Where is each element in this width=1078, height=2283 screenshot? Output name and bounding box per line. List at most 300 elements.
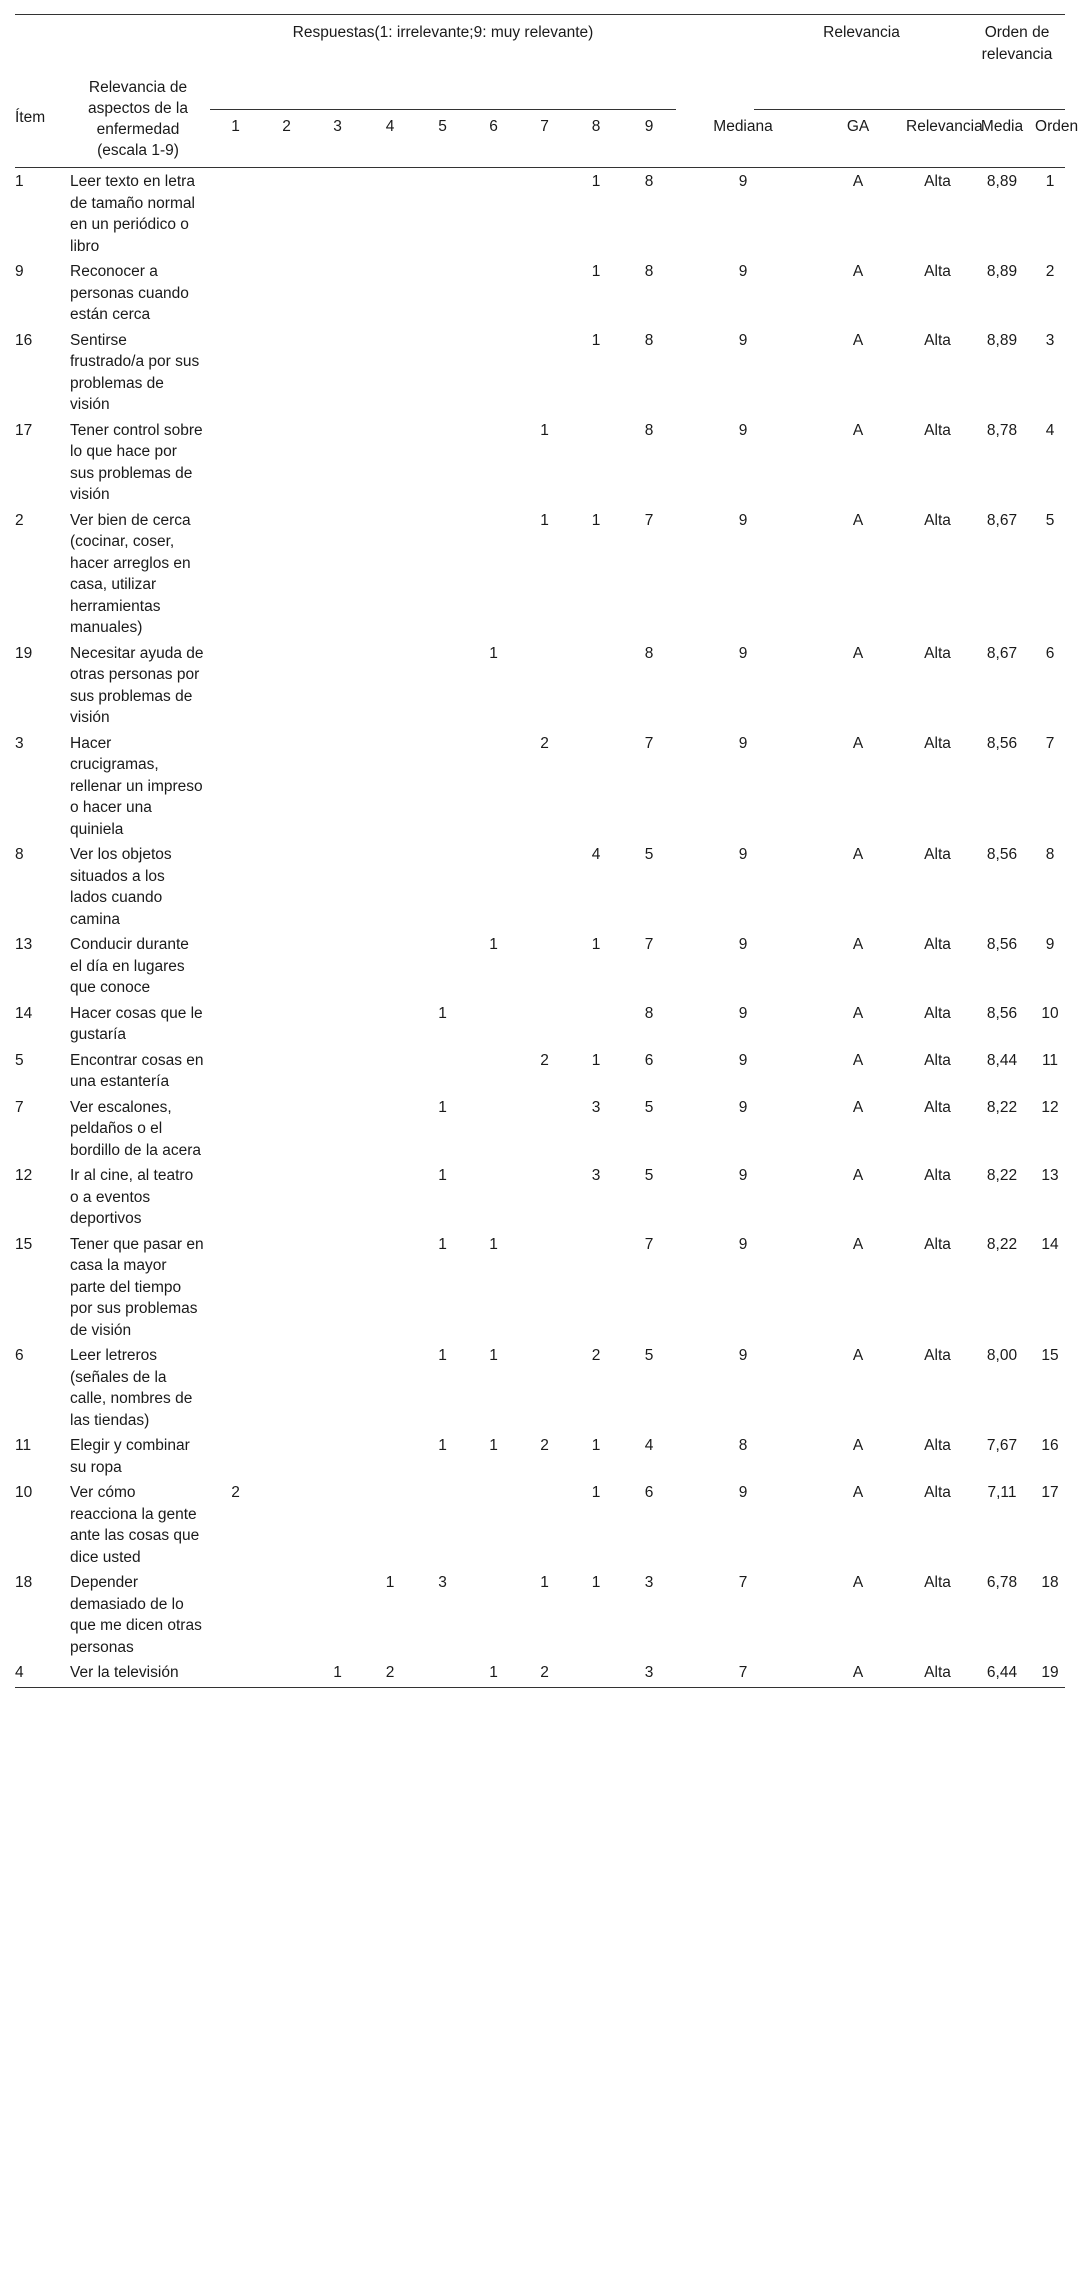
response-count-5 [417,730,468,842]
item-description: Sentirse frustrado/a por sus problemas de visión [70,331,200,413]
response-count-3 [312,1162,363,1231]
item-number: 7 [15,1098,24,1116]
response-count-2 [261,1569,312,1659]
orden-value: 1 [1045,173,1055,190]
response-count-9: 7 [644,734,654,752]
response-count-7 [519,1342,570,1432]
response-count-4 [363,730,417,842]
response-count-6: 1 [489,1235,498,1253]
response-count-6 [468,1094,519,1163]
response-count-7: 1 [540,511,549,529]
response-count-6 [468,1047,519,1094]
relevance-table [15,14,1078,1688]
media-value: 8,56 [986,936,1018,953]
response-count-9: 5 [644,1347,654,1364]
media-value: 8,56 [986,1004,1018,1022]
header-group-row [15,15,1065,110]
media-value: 7,67 [986,1437,1018,1454]
item-number: 3 [15,734,24,752]
response-count-2 [261,417,312,507]
ga-value: A [852,734,864,752]
ga-value: A [852,1235,864,1253]
response-count-8 [570,417,622,507]
scale-header-3: 3 [312,110,363,168]
response-count-5: 1 [438,1437,447,1454]
table-row [15,1047,1065,1094]
response-count-4 [363,1342,417,1432]
mediana-value: 9 [738,1098,748,1116]
response-count-9: 4 [644,1437,654,1454]
response-count-1 [210,258,261,327]
response-count-4 [363,507,417,640]
item-description: Ver escalones, peldaños o el bordillo de la acera [70,1098,201,1159]
response-count-2 [261,168,312,259]
response-count-4 [363,1162,417,1231]
response-count-3 [312,931,363,1000]
item-number: 13 [15,936,33,953]
response-count-8: 4 [591,846,601,863]
media-value: 8,22 [986,1167,1018,1184]
response-count-7 [519,1479,570,1569]
response-count-5 [417,258,468,327]
ga-value: A [852,644,864,662]
response-count-8: 3 [591,1098,601,1116]
response-count-8: 1 [591,263,601,280]
item-number: 8 [15,846,24,863]
response-count-4 [363,931,417,1000]
relevancia-value: Alta [924,1167,951,1184]
response-count-6 [468,417,519,507]
item-number: 12 [15,1167,33,1184]
mediana-value: 8 [738,1437,748,1454]
response-count-3 [312,1479,363,1569]
ga-value: A [852,421,864,439]
response-count-2 [261,640,312,730]
item-description: Ver bien de cerca (cocinar, coser, hacer arreglos en casa, utilizar herramientas manuales) [70,511,191,636]
item-description: Hacer crucigramas, rellenar un impreso o hacer una quiniela [70,734,203,838]
relevancia-value: Alta [924,173,951,190]
mediana-value: 7 [738,1574,748,1591]
response-count-4 [363,1479,417,1569]
orden-value: 18 [1041,1574,1059,1591]
response-count-6 [468,327,519,417]
response-count-7: 1 [540,421,549,439]
scale-header-5: 5 [417,110,468,168]
response-count-3 [312,168,363,259]
orden-value: 4 [1045,421,1055,439]
response-count-5 [417,931,468,1000]
table-row [15,1432,1065,1479]
mediana-value: 9 [738,846,748,863]
orden-value: 9 [1045,936,1055,953]
response-count-3 [312,1432,363,1479]
response-count-1 [210,931,261,1000]
mediana-value: 9 [738,734,748,752]
scale-header-4: 4 [363,110,417,168]
ga-value: A [852,936,864,953]
relevancia-value: Alta [924,846,951,863]
ga-value: A [852,1574,864,1591]
ga-value: A [852,263,864,280]
response-count-3 [312,841,363,931]
item-description: Reconocer a personas cuando están cerca [70,263,189,323]
scale-header-9: 9 [622,110,676,168]
orden-value: 10 [1041,1004,1059,1022]
item-description: Ver cómo reacciona la gente ante las cosas que dice usted [70,1484,200,1566]
response-count-4 [363,258,417,327]
response-count-3: 1 [312,1659,363,1687]
item-number: 14 [15,1004,33,1022]
response-count-9: 7 [644,511,654,529]
response-count-7: 1 [540,1574,549,1591]
table-row [15,640,1065,730]
ga-value: A [852,1098,864,1116]
response-count-4: 1 [385,1574,395,1591]
response-count-9: 8 [644,421,654,439]
response-count-9: 8 [644,331,654,349]
response-count-7 [519,1231,570,1343]
response-count-3 [312,1231,363,1343]
response-count-7: 2 [519,1659,570,1687]
response-count-8 [570,730,622,842]
relevancia-value: Alta [924,1484,951,1501]
table-row [15,258,1065,327]
orden-value: 17 [1041,1484,1059,1501]
col-mediana-header: Mediana [676,110,810,168]
media-value: 8,89 [986,173,1018,190]
response-count-8: 1 [591,1574,601,1591]
response-count-7: 2 [540,1051,549,1069]
item-description: Necesitar ayuda de otras personas por sus problemas de visión [70,644,204,726]
response-count-8: 1 [591,936,601,953]
response-count-7 [519,1094,570,1163]
item-description: Hacer cosas que le gustaría [70,1004,203,1043]
orden-value: 5 [1045,511,1055,529]
response-count-7 [519,168,570,259]
response-count-7 [519,640,570,730]
response-count-5 [417,507,468,640]
response-count-5: 1 [438,1004,447,1022]
response-count-1 [210,640,261,730]
response-count-8: 1 [591,1437,601,1454]
response-count-3 [312,1094,363,1163]
media-value: 8,56 [986,846,1018,863]
response-count-1 [210,1659,261,1687]
table-row [15,1231,1065,1343]
ga-value: A [852,331,864,349]
relevancia-value: Alta [924,1051,951,1069]
response-count-7 [519,327,570,417]
col-orden-header: Orden [1035,110,1065,168]
response-count-1 [210,730,261,842]
response-count-2 [261,730,312,842]
relevancia-value: Alta [924,331,951,349]
response-count-2 [261,1162,312,1231]
mediana-value: 9 [738,936,748,953]
response-count-3 [312,507,363,640]
response-count-5 [417,327,468,417]
relevancia-value: Alta [924,1235,951,1253]
item-number: 1 [15,173,24,190]
mediana-value: 9 [738,421,748,439]
response-count-1 [210,327,261,417]
item-number: 10 [15,1484,33,1501]
orden-value: 19 [1035,1659,1065,1687]
relevancia-value: Alta [924,936,951,953]
table-row [15,841,1065,931]
col-aspecto-header: Relevancia de aspectos de la enfermedad (escala 1-9) [70,15,210,168]
response-count-7 [519,1000,570,1047]
response-count-2 [261,507,312,640]
response-count-2 [261,258,312,327]
table-body [15,168,1065,1688]
relevancia-value: Alta [924,421,951,439]
mediana-value: 9 [738,331,748,349]
scale-header-8: 8 [570,110,622,168]
item-number: 5 [15,1051,24,1069]
response-count-6 [468,168,519,259]
item-number: 4 [15,1659,70,1687]
response-count-9: 8 [644,644,654,662]
response-count-8 [570,1000,622,1047]
response-count-4 [363,417,417,507]
table-row [15,730,1065,842]
response-count-2 [261,1342,312,1432]
mediana-value: 9 [738,1051,748,1069]
response-count-9: 5 [644,1098,654,1116]
orden-value: 7 [1045,734,1055,752]
response-count-3 [312,640,363,730]
mediana-value: 9 [738,1347,748,1364]
orden-value: 15 [1041,1347,1059,1364]
response-count-4 [363,1047,417,1094]
ga-value: A [852,1051,864,1069]
item-description: Tener control sobre lo que hace por sus problemas de visión [70,421,203,503]
response-count-1 [210,1231,261,1343]
media-value: 6,78 [986,1574,1018,1591]
response-count-6 [468,1000,519,1047]
item-description: Leer letreros (señales de la calle, nombres de las tiendas) [70,1347,193,1429]
response-count-5 [417,1047,468,1094]
item-number: 18 [15,1574,33,1591]
ga-value: A [852,511,864,529]
relevancia-value: Alta [924,511,951,529]
response-count-8 [570,640,622,730]
media-value: 8,44 [986,1051,1018,1069]
orden-value: 12 [1041,1098,1059,1116]
orden-value: 2 [1045,263,1055,280]
mediana-value: 9 [738,173,748,190]
response-count-3 [312,1342,363,1432]
response-count-4 [363,327,417,417]
item-number: 9 [15,263,24,280]
response-count-1 [210,1342,261,1432]
response-count-4 [363,1432,417,1479]
response-count-7: 2 [540,734,549,752]
mediana-value: 7 [676,1659,810,1687]
item-description: Ver la televisión [70,1659,210,1687]
response-count-4 [363,640,417,730]
response-count-7 [519,1162,570,1231]
ga-value: A [852,1004,864,1022]
response-count-2 [261,1094,312,1163]
response-count-6 [468,258,519,327]
scale-header-7: 7 [519,110,570,168]
relevancia-value: Alta [924,734,951,752]
orden-value: 13 [1041,1167,1059,1184]
group-relevancia-header: Relevancia [754,15,969,110]
mediana-value: 9 [738,1484,748,1501]
response-count-2 [261,1000,312,1047]
item-description: Depender demasiado de lo que me dicen otras personas [70,1574,202,1656]
table-row [15,1342,1065,1432]
item-description: Ir al cine, al teatro o a eventos deportivos [70,1167,194,1227]
response-count-6: 1 [489,936,498,953]
response-count-5: 1 [438,1098,447,1116]
response-count-1 [210,1094,261,1163]
response-count-8: 1 [591,173,601,190]
item-description: Conducir durante el día en lugares que conoce [70,936,189,996]
item-number: 16 [15,331,33,349]
response-count-3 [312,258,363,327]
item-description: Encontrar cosas en una estantería [70,1051,204,1090]
response-count-4 [363,1000,417,1047]
response-count-5: 1 [438,1347,447,1364]
response-count-4: 2 [363,1659,417,1687]
media-value: 8,56 [986,734,1018,752]
ga-value: A [852,1347,864,1364]
response-count-2 [261,327,312,417]
orden-value: 6 [1045,644,1055,662]
media-value: 8,22 [986,1235,1018,1253]
mediana-value: 9 [738,1004,748,1022]
response-count-6 [468,730,519,842]
table-row [15,1094,1065,1163]
ga-value: A [852,1484,864,1501]
response-count-1 [210,1569,261,1659]
response-count-8: 1 [591,511,601,529]
col-ga-header: GA [810,110,906,168]
response-count-2 [261,1231,312,1343]
response-count-6: 1 [468,1659,519,1687]
response-count-5 [417,168,468,259]
response-count-8: 3 [591,1167,601,1184]
response-count-7 [519,841,570,931]
table-row [15,1162,1065,1231]
mediana-value: 9 [738,263,748,280]
response-count-9: 6 [644,1051,654,1069]
response-count-2 [261,931,312,1000]
response-count-5: 3 [438,1574,447,1591]
response-count-2 [261,1432,312,1479]
relevancia-value: Alta [924,263,951,280]
response-count-7 [519,931,570,1000]
ga-value: A [852,173,864,190]
item-number: 2 [15,511,24,529]
response-count-6: 1 [489,1347,498,1364]
relevancia-value: Alta [924,1347,951,1364]
orden-value: 14 [1041,1235,1059,1253]
response-count-9: 7 [644,936,654,953]
response-count-8 [570,1659,622,1687]
response-count-9: 3 [644,1574,654,1591]
orden-value: 16 [1041,1437,1059,1454]
orden-value: 3 [1045,331,1055,349]
relevancia-value: Alta [924,1437,951,1454]
scale-header-2: 2 [261,110,312,168]
response-count-3 [312,327,363,417]
relevancia-value: Alta [924,1098,951,1116]
response-count-4 [363,841,417,931]
response-count-1 [210,417,261,507]
response-count-8 [570,1231,622,1343]
item-number: 11 [15,1437,32,1454]
media-value: 8,89 [986,331,1018,349]
response-count-6: 1 [489,1437,498,1454]
response-count-3 [312,1000,363,1047]
table-row [15,1479,1065,1569]
response-count-2 [261,1659,312,1687]
response-count-3 [312,730,363,842]
item-description: Leer texto en letra de tamaño normal en un periódico o libro [70,173,195,255]
table-row [15,931,1065,1000]
response-count-9: 5 [644,1167,654,1184]
relevancia-value: Alta [924,1574,951,1591]
response-count-9: 6 [644,1484,654,1501]
ga-value: A [810,1659,906,1687]
table-row [15,1659,1065,1687]
media-value: 8,22 [986,1098,1018,1116]
response-count-6 [468,841,519,931]
item-number: 17 [15,421,33,439]
response-count-2 [261,1479,312,1569]
response-count-4 [363,168,417,259]
media-value: 8,67 [986,511,1018,529]
response-count-5: 1 [438,1235,447,1253]
response-count-5 [417,841,468,931]
group-orden-header: Orden de relevancia [969,15,1065,110]
mediana-value: 9 [738,1235,748,1253]
mediana-value: 9 [738,644,748,662]
response-count-7 [519,258,570,327]
media-value: 8,89 [986,263,1018,280]
response-count-4 [363,1231,417,1343]
group-respuestas-header: Respuestas(1: irrelevante;9: muy relevante) [210,15,676,110]
response-count-9: 8 [644,173,654,190]
response-count-2 [261,1047,312,1094]
item-number: 6 [15,1347,24,1364]
media-value: 6,44 [969,1659,1035,1687]
col-relevancia-header: Relevancia [906,110,969,168]
response-count-6: 1 [489,644,498,662]
item-description: Ver los objetos situados a los lados cuando camina [70,846,172,928]
response-count-1 [210,1047,261,1094]
response-count-9: 3 [622,1659,676,1687]
response-count-9: 5 [644,846,654,863]
response-count-3 [312,417,363,507]
scale-header-1: 1 [210,110,261,168]
response-count-5: 1 [438,1167,447,1184]
ga-value: A [852,1437,864,1454]
response-count-6 [468,1162,519,1231]
table-row [15,417,1065,507]
item-description: Tener que pasar en casa la mayor parte del tiempo por sus problemas de visión [70,1235,204,1339]
response-count-5 [417,640,468,730]
response-count-1 [210,168,261,259]
response-count-6 [468,1479,519,1569]
mediana-value: 9 [738,1167,748,1184]
table-header [15,15,1078,168]
